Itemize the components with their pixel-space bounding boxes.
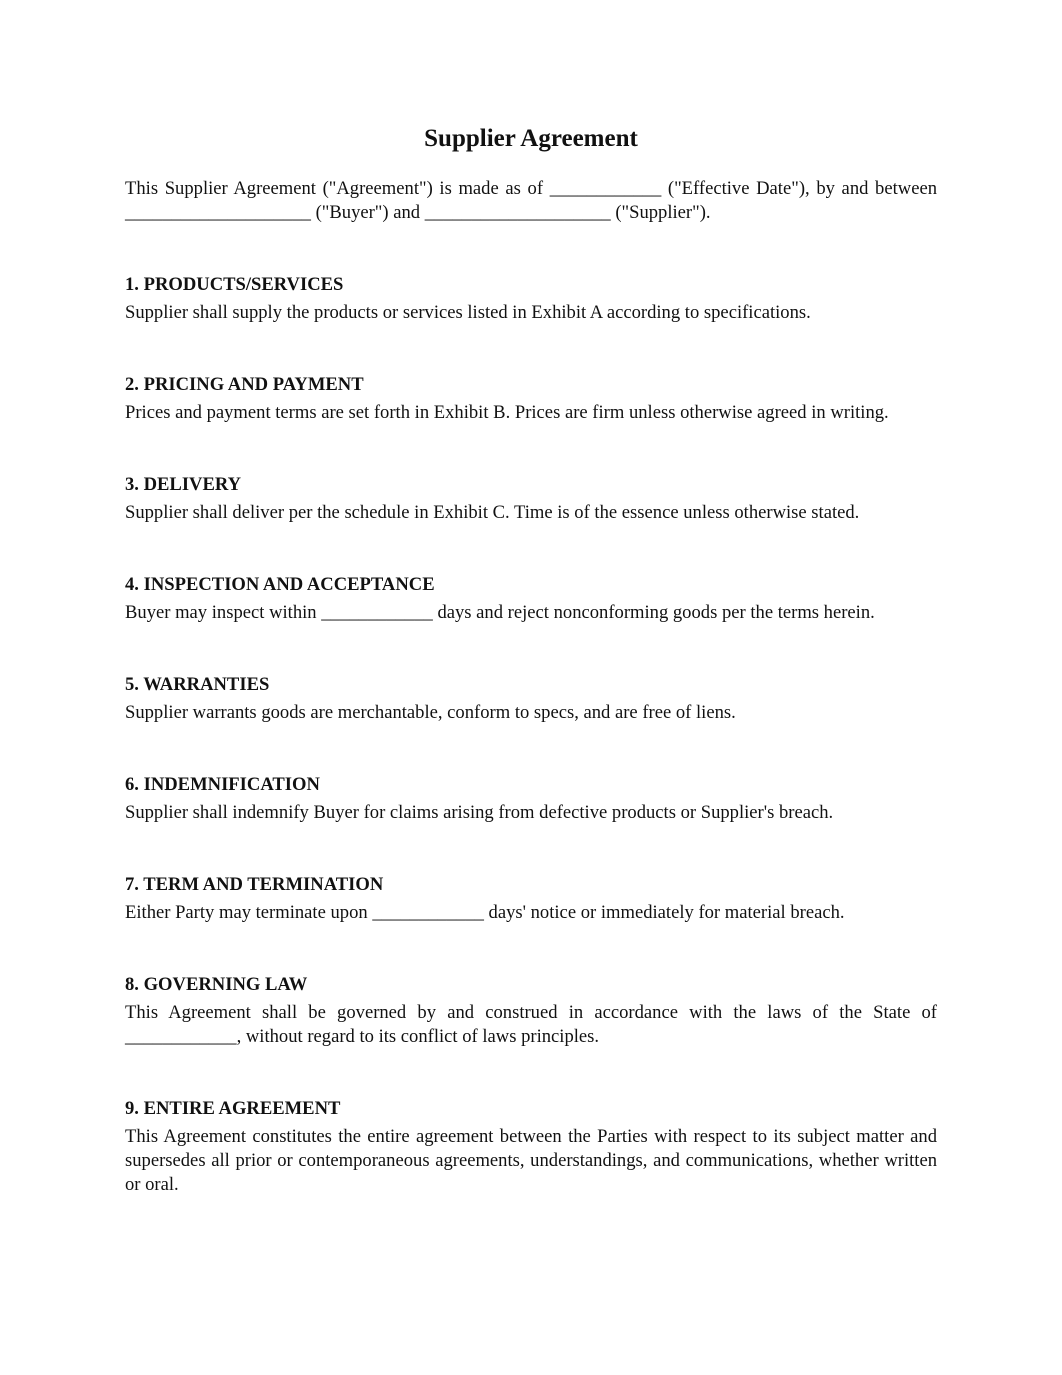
section-indemnification [125,773,937,825]
section-governing-law [125,973,937,1049]
inspection-days-blank: ____________ [321,602,433,623]
intro-text: ("Supplier"). [610,202,711,223]
section-body-text: Buyer may inspect within [125,602,322,623]
section-body-text: Either Party may terminate upon [125,902,373,923]
intro-text: ("Buyer") and [310,202,425,223]
state-blank: ____________ [125,1026,237,1047]
section-body [125,901,937,925]
section-heading: 9. ENTIRE AGREEMENT [125,1098,341,1119]
section-heading: 8. GOVERNING LAW [125,974,308,995]
section-heading: 6. INDEMNIFICATION [125,774,320,795]
intro-text: ("Effective Date"), by and between [661,178,938,199]
section-heading: 2. PRICING AND PAYMENT [125,374,364,395]
section-body: Prices and payment terms are set forth in Exhibit B. Prices are firm unless otherwise agreed in writing. [125,402,889,423]
section-body: Supplier shall supply the products or services listed in Exhibit A according to specifications. [125,302,811,323]
section-heading: 1. PRODUCTS/SERVICES [125,274,344,295]
section-body: Supplier warrants goods are merchantable, conform to specs, and are free of liens. [125,702,736,723]
section-body-text: , without regard to its conflict of laws principles. [236,1026,600,1047]
section-entire-agreement [125,1097,937,1197]
supplier-name-blank: ____________________ [424,202,611,223]
section-heading: 7. TERM AND TERMINATION [125,874,384,895]
section-body [125,601,937,625]
notice-days-blank: ____________ [372,902,484,923]
document-content [125,122,937,1197]
section-heading: 3. DELIVERY [125,474,242,495]
effective-date-blank: ____________ [549,178,662,199]
buyer-name-blank: ____________________ [125,202,311,223]
section-body: Supplier shall indemnify Buyer for claims arising from defective products or Supplier's breach. [125,802,834,823]
section-pricing-payment [125,373,937,425]
section-products-services [125,273,937,325]
section-warranties [125,673,937,725]
document-title: Supplier Agreement [424,125,638,152]
section-body: Supplier shall deliver per the schedule in Exhibit C. Time is of the essence unless otherwise stated. [125,502,860,523]
intro-paragraph [125,177,937,225]
section-body-text: This Agreement shall be governed by and construed in accordance with the laws of the State of [125,1002,937,1023]
section-body-text: days and reject nonconforming goods per the terms herein. [432,602,875,623]
section-delivery [125,473,937,525]
section-heading: 5. WARRANTIES [125,674,270,695]
section-body: This Agreement constitutes the entire agreement between the Parties with respect to its subject matter and supersedes all prior or contemporaneous agreements, understandings, and communications, whether written or oral. [125,1126,937,1195]
section-term-termination [125,873,937,925]
section-inspection-acceptance [125,573,937,625]
intro-text: This Supplier Agreement ("Agreement") is made as of [125,178,550,199]
section-body [125,1001,937,1049]
section-heading: 4. INSPECTION AND ACCEPTANCE [125,574,435,595]
section-body-text: days' notice or immediately for material breach. [483,902,845,923]
